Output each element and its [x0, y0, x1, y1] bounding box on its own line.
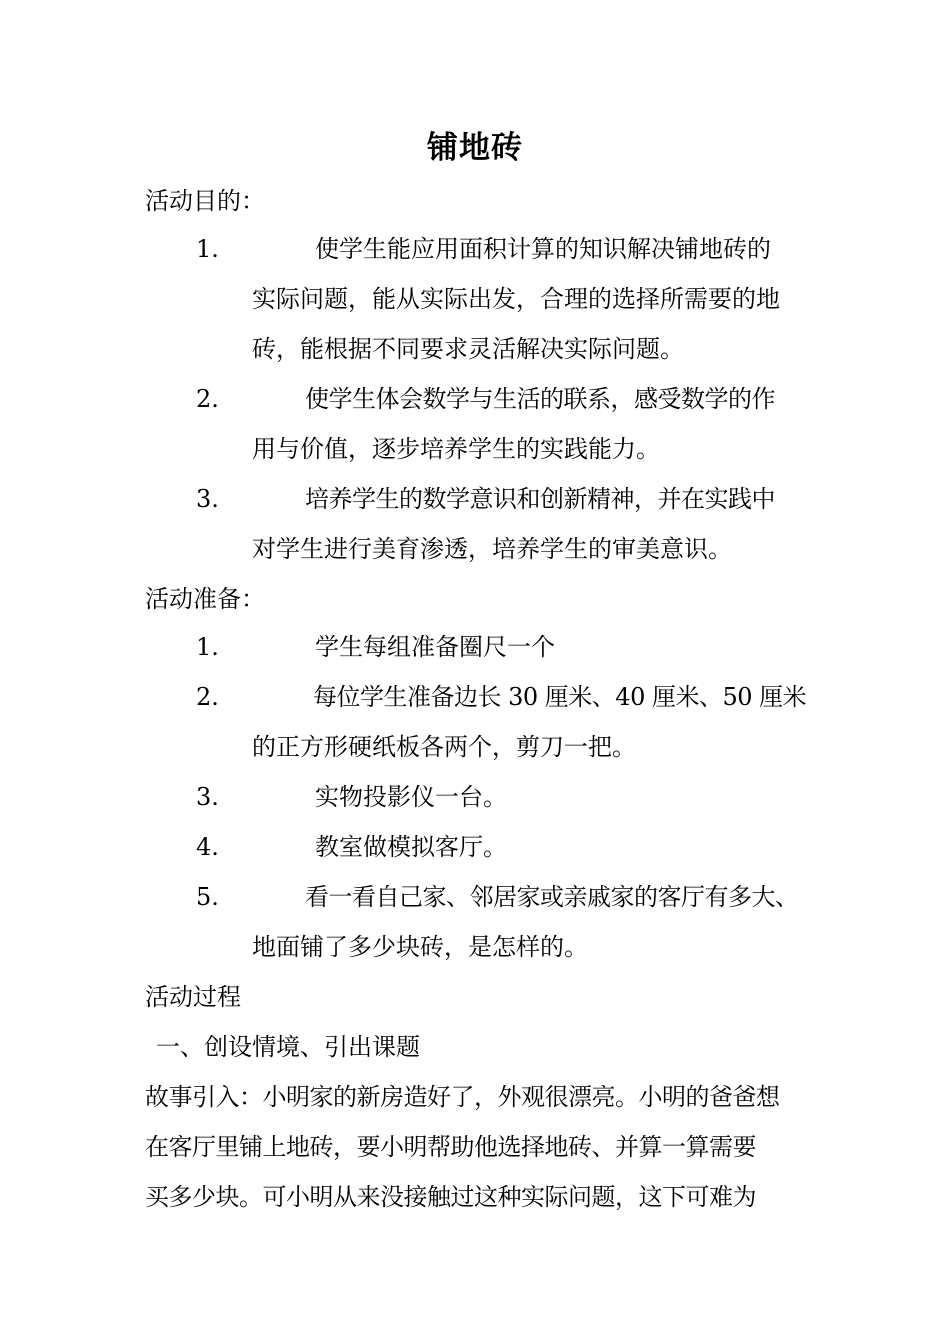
prep-item-number: 5.: [196, 883, 219, 911]
purpose-item-line: 使学生体会数学与生活的联系，感受数学的作: [305, 385, 775, 413]
purpose-item-line: 砖，能根据不同要求灵活解决实际问题。: [252, 335, 684, 363]
purpose-item-line: 实际问题，能从实际出发，合理的选择所需要的地: [252, 285, 780, 313]
prep-item-number: 1.: [196, 633, 219, 661]
story-line: 买多少块。可小明从来没接触过这种实际问题，这下可难为: [145, 1183, 756, 1211]
section-heading-purpose: 活动目的：: [145, 187, 265, 215]
purpose-item-number: 2.: [196, 385, 219, 413]
story-line: 故事引入：小明家的新房造好了，外观很漂亮。小明的爸爸想: [145, 1083, 780, 1111]
purpose-item-line: 培养学生的数学意识和创新精神，并在实践中: [305, 485, 775, 513]
prep-item-line: 学生每组准备圈尺一个: [315, 633, 555, 661]
prep-item-line: 看一看自己家、邻居家或亲戚家的客厅有多大、: [305, 883, 799, 911]
section-heading-prep: 活动准备：: [145, 585, 265, 613]
document-title: 铺地砖: [427, 130, 523, 166]
prep-item-line: 每位学生准备边长 30 厘米、40 厘米、50 厘米: [313, 683, 807, 711]
purpose-item-line: 使学生能应用面积计算的知识解决铺地砖的: [315, 235, 771, 263]
prep-item-number: 2.: [196, 683, 219, 711]
process-subheading: 一、创设情境、引出课题: [156, 1033, 420, 1061]
prep-item-line: 的正方形硬纸板各两个，剪刀一把。: [252, 733, 636, 761]
purpose-item-line: 用与价值，逐步培养学生的实践能力。: [252, 435, 660, 463]
prep-item-line: 实物投影仪一台。: [315, 783, 507, 811]
prep-item-number: 4.: [196, 833, 219, 861]
prep-item-line: 地面铺了多少块砖，是怎样的。: [252, 933, 588, 961]
prep-item-number: 3.: [196, 783, 219, 811]
prep-item-line: 教室做模拟客厅。: [315, 833, 507, 861]
section-heading-process: 活动过程: [145, 983, 241, 1011]
purpose-item-number: 1.: [196, 235, 219, 263]
story-line: 在客厅里铺上地砖，要小明帮助他选择地砖、并算一算需要: [145, 1133, 756, 1161]
purpose-item-number: 3.: [196, 485, 219, 513]
purpose-item-line: 对学生进行美育渗透，培养学生的审美意识。: [252, 535, 732, 563]
